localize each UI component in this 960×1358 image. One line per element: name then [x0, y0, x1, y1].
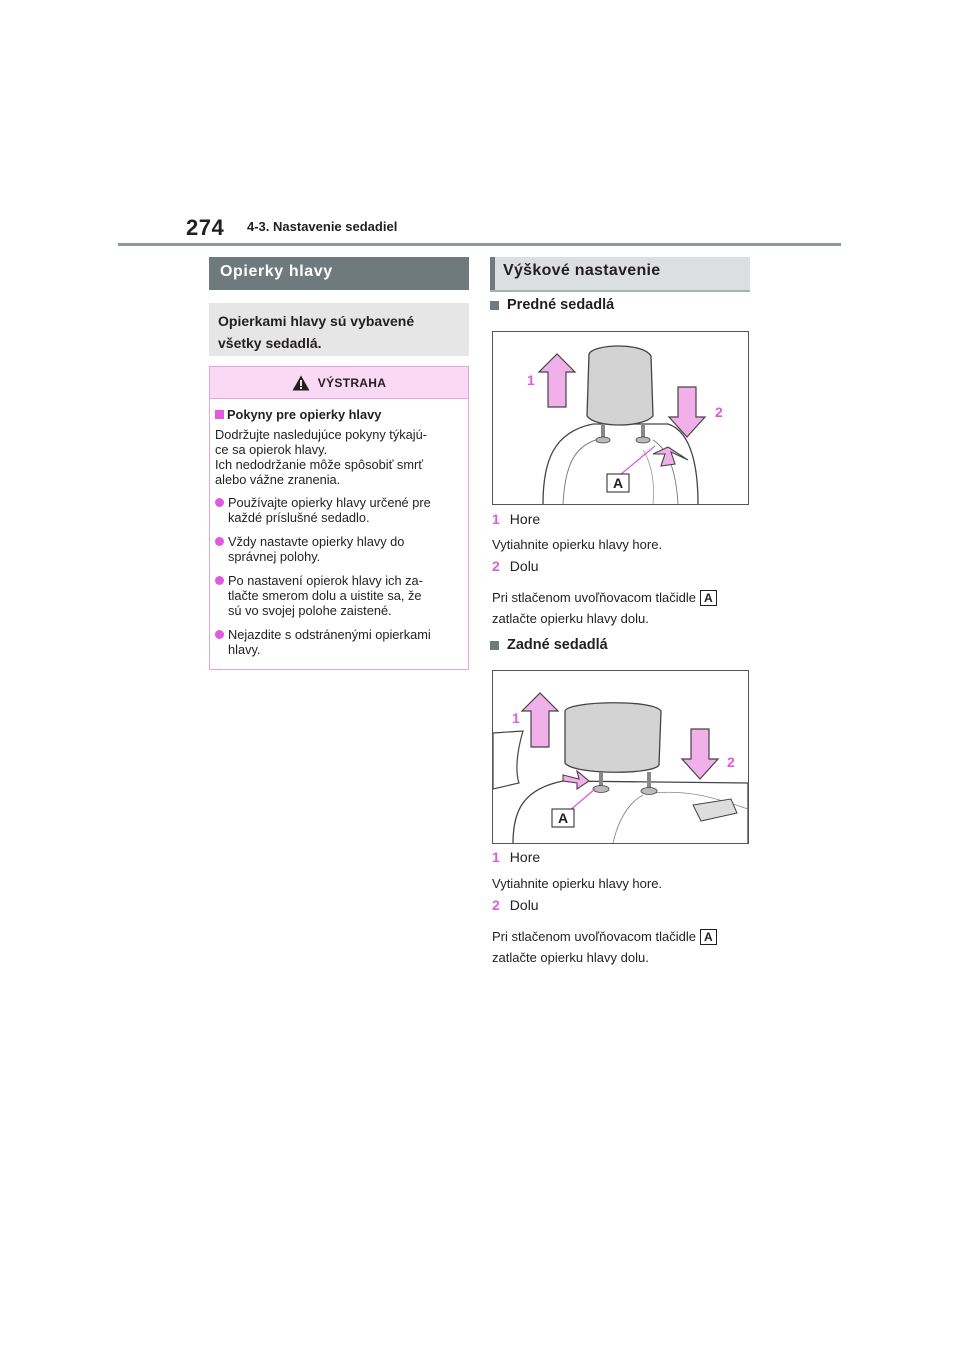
bullet-dot-icon [215, 498, 224, 507]
warning-item-line: Po nastavení opierok hlavy ich za- [228, 573, 423, 588]
figure-tag-a: A [612, 475, 624, 491]
rear-seat-illustration [492, 670, 749, 844]
headrests-banner: Opierky hlavy [209, 257, 469, 290]
warning-title: VÝSTRAHA [317, 375, 387, 390]
rear-seats-heading-text: Zadné sedadlá [507, 637, 608, 653]
front-seats-heading-text: Predné sedadlá [507, 297, 615, 313]
warning-item [215, 534, 462, 564]
step-title: Hore [509, 511, 541, 527]
figure-label-2: 2 [727, 754, 735, 770]
warning-body [210, 399, 468, 669]
right-column [490, 257, 750, 965]
warning-item-line: Nejazdite s odstránenými opierkami [228, 627, 431, 642]
desc-text: Pri stlačenom uvoľňovacom tlačidle [492, 590, 696, 605]
warning-item [215, 495, 462, 525]
section-title: 4-3. Nastavenie sedadiel [247, 219, 398, 234]
warning-text-line: Dodržujte nasledujúce pokyny týkajú- [215, 427, 427, 442]
step-title: Dolu [509, 897, 539, 913]
warning-item-line: Vždy nastavte opierky hlavy do [228, 534, 405, 549]
intro-box [209, 303, 469, 356]
step-number: 1 [492, 511, 500, 527]
front-step-2-desc-cont: zatlačte opierku hlavy dolu. [492, 611, 649, 626]
square-bullet-icon [490, 641, 499, 650]
front-step-2-desc [492, 590, 717, 606]
height-adjustment-banner: Výškové nastavenie [490, 257, 750, 290]
step-number: 2 [492, 897, 500, 913]
intro-line: všetky sedadlá. [218, 335, 322, 351]
step-title: Dolu [509, 558, 539, 574]
warning-text-line: ce sa opierok hlavy. [215, 442, 328, 457]
step-number: 2 [492, 558, 500, 574]
figure-tag-a: A [557, 810, 569, 826]
page-number: 274 [186, 215, 225, 240]
rear-headrest-diagram [493, 671, 748, 843]
bullet-dot-icon [215, 576, 224, 585]
warning-header [210, 367, 468, 399]
banner-divider [490, 290, 750, 292]
rear-step-2-desc [492, 929, 717, 945]
rear-seats-heading [490, 637, 608, 653]
warning-item-line: každé príslušné sedadlo. [228, 510, 370, 525]
figure-label-2: 2 [715, 404, 723, 420]
front-step-2 [492, 558, 539, 574]
square-bullet-icon [490, 301, 499, 310]
front-seats-heading [490, 297, 614, 313]
warning-item-line: sú vo svojej polohe zaistené. [228, 603, 392, 618]
warning-item-line: hlavy. [228, 642, 261, 657]
desc-text: Pri stlačenom uvoľňovacom tlačidle [492, 929, 696, 944]
warning-text-line: Ich nedodržanie môže spôsobiť smrť [215, 457, 424, 472]
warning-item-line: správnej polohy. [228, 549, 321, 564]
step-title: Hore [509, 849, 541, 865]
bullet-dot-icon [215, 537, 224, 546]
rear-step-2-desc-cont: zatlačte opierku hlavy dolu. [492, 950, 649, 965]
warning-item [215, 573, 462, 618]
warning-subheading [215, 407, 462, 422]
rear-step-1 [492, 849, 540, 865]
warning-subheading-text: Pokyny pre opierky hlavy [227, 407, 382, 422]
bullet-dot-icon [215, 630, 224, 639]
step-number: 1 [492, 849, 500, 865]
figure-label-1: 1 [512, 710, 520, 726]
front-headrest-diagram [493, 332, 748, 504]
rear-step-2 [492, 897, 539, 913]
header-divider [118, 243, 841, 246]
tag-a: A [700, 929, 717, 945]
warning-item-line: tlačte smerom dolu a uistite sa, že [228, 588, 422, 603]
warning-triangle-icon [292, 375, 310, 391]
intro-line: Opierkami hlavy sú vybavené [218, 313, 415, 329]
warning-item-line: Používajte opierky hlavy určené pre [228, 495, 431, 510]
left-column [209, 257, 469, 670]
front-step-1-desc: Vytiahnite opierku hlavy hore. [492, 537, 663, 552]
warning-item [215, 627, 462, 657]
rear-step-1-desc: Vytiahnite opierku hlavy hore. [492, 876, 663, 891]
front-seat-illustration [492, 331, 749, 505]
figure-label-1: 1 [527, 372, 535, 388]
warning-text-line: alebo vážne zranenia. [215, 472, 341, 487]
warning-text [215, 427, 462, 487]
front-step-1 [492, 511, 540, 527]
warning-box [209, 366, 469, 670]
tag-a: A [700, 590, 717, 606]
square-bullet-icon [215, 410, 224, 419]
